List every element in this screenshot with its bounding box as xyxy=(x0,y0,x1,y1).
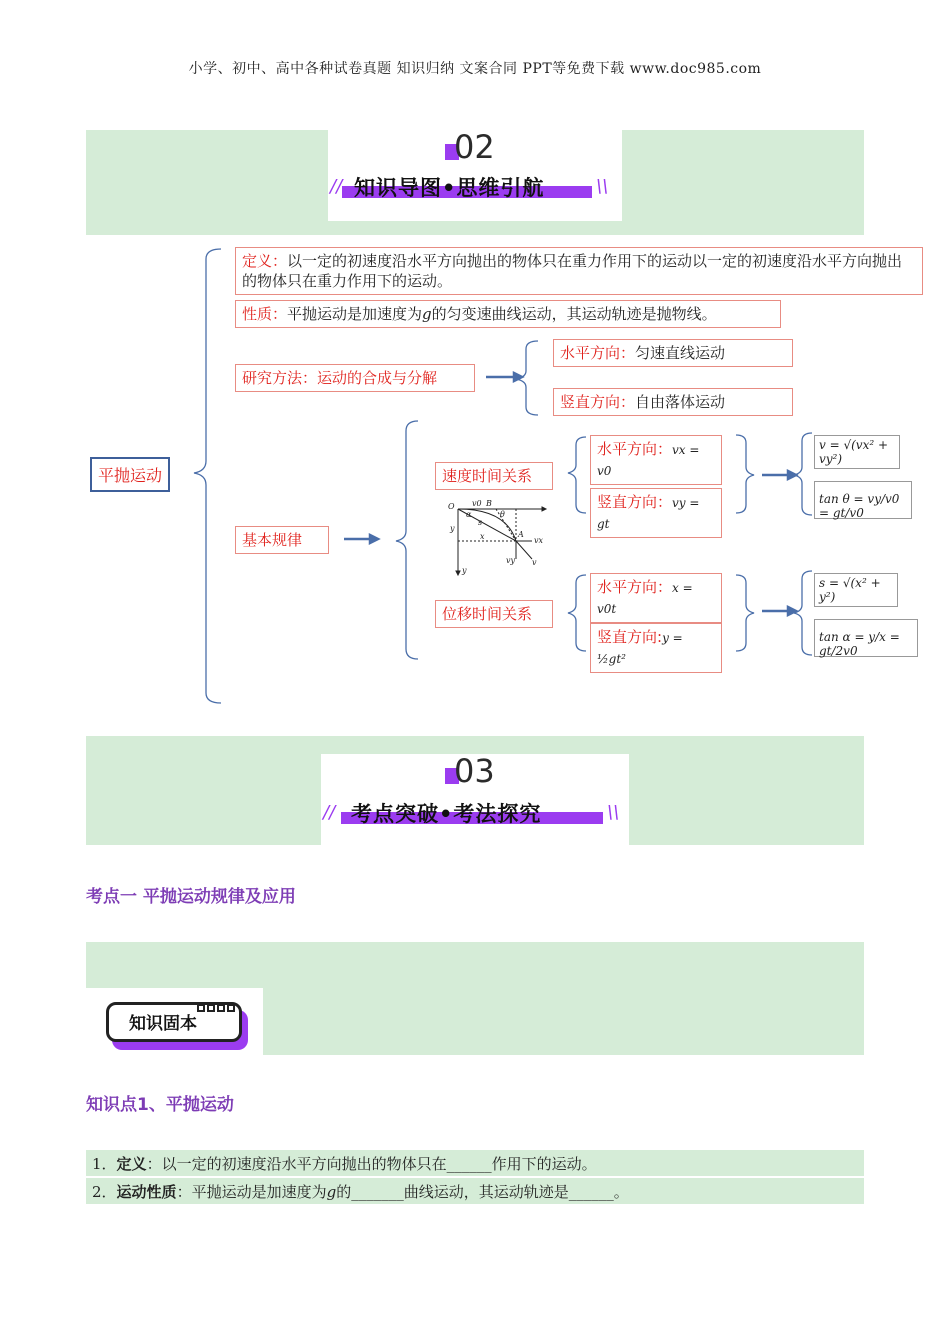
mind-map xyxy=(86,235,950,735)
displacement-v-label: 竖直方向: xyxy=(597,628,663,646)
displacement-v-node xyxy=(590,623,722,673)
diagram-v0: v0 xyxy=(472,499,482,508)
diagram-B: B xyxy=(486,499,492,508)
method-label: 研究方法： xyxy=(242,369,318,387)
diagram-v: v xyxy=(532,558,537,567)
diagram-y: y xyxy=(450,524,455,533)
fill-line-1 xyxy=(86,1150,864,1176)
section-03-title-card xyxy=(321,754,629,845)
diagram-A: A xyxy=(518,530,524,539)
property-g: g xyxy=(422,305,432,323)
method-h-text: 匀速直线运动 xyxy=(635,344,726,362)
page-header: 小学、初中、高中各种试卷真题 知识归纳 文案合同 PPT等免费下载 www.doc985.com xyxy=(188,61,762,77)
s-magnitude-formula: s = √(x² + y²) xyxy=(814,573,898,607)
diagram-y2: y xyxy=(462,566,467,575)
method-horizontal-node xyxy=(553,339,793,367)
method-v-text: 自由落体运动 xyxy=(635,393,726,411)
definition-text: 以一定的初速度沿水平方向抛出的物体只在重力作用下的运动以一定的初速度沿水平方向抛出的物体只在重力作用下的运动。 xyxy=(242,252,903,290)
diagram-vx: vx xyxy=(534,536,544,545)
tan-alpha-formula: tan α = y/x = gt/2v0 xyxy=(814,619,918,657)
right-slash-deco: \\ xyxy=(607,802,620,823)
displacement-h-node xyxy=(590,573,722,623)
line1-text: ：以一定的初速度沿水平方向抛出的物体只在______作用下的运动。 xyxy=(146,1155,597,1173)
method-v-label: 竖直方向： xyxy=(560,393,636,411)
right-slash-deco: \\ xyxy=(596,176,609,197)
left-slash-deco: // xyxy=(323,802,336,823)
line1-bold: 定义 xyxy=(116,1155,147,1173)
method-vertical-node xyxy=(553,388,793,416)
basic-law-label: 基本规律 xyxy=(242,531,303,549)
property-label: 性质： xyxy=(242,305,288,323)
v-magnitude-formula: v = √(vx² + vy²) xyxy=(814,435,900,469)
section-02-band xyxy=(86,130,864,235)
velocity-v-node xyxy=(590,488,722,538)
definition-label: 定义： xyxy=(242,252,288,270)
vx-formula: vx = v0 xyxy=(597,443,700,478)
diagram-s: s xyxy=(478,518,483,527)
line2-g: g xyxy=(326,1183,337,1201)
section-02-title: 知识导图•思维引航 xyxy=(354,176,545,200)
line2-text-b: 的_______曲线运动，其运动轨迹是______。 xyxy=(336,1183,629,1201)
velocity-relation-node xyxy=(435,462,553,490)
line2-text-a: ：平抛运动是加速度为 xyxy=(176,1183,327,1201)
basic-law-node xyxy=(235,526,329,554)
displacement-relation-node xyxy=(435,600,553,628)
x-formula: x = v0t xyxy=(597,581,693,616)
root-node: 平抛运动 xyxy=(90,457,170,492)
method-h-label: 水平方向： xyxy=(560,344,636,362)
velocity-h-label: 水平方向： xyxy=(597,440,673,458)
zhishidian-heading: 知识点1、平抛运动 xyxy=(86,1095,234,1115)
section-03-title: 考点突破•考法探究 xyxy=(351,802,542,826)
velocity-h-node xyxy=(590,435,722,485)
velocity-relation-label: 速度时间关系 xyxy=(442,467,533,485)
line2-bold: 运动性质 xyxy=(116,1183,177,1201)
property-text-b: 的匀变速曲线运动，其运动轨迹是抛物线。 xyxy=(431,305,717,323)
badge-label: 知识固本 xyxy=(129,1014,197,1034)
definition-node xyxy=(235,247,923,295)
left-slash-deco: // xyxy=(330,176,343,197)
property-text-a: 平抛运动是加速度为 xyxy=(287,305,423,323)
line1-num: 1． xyxy=(92,1155,117,1173)
badge xyxy=(106,1002,242,1042)
tan-theta-formula: tan θ = vy/v0 = gt/v0 xyxy=(814,481,912,519)
section-03-band xyxy=(86,736,864,845)
section-02-number: 02 xyxy=(454,128,495,166)
vy-formula: vy = gt xyxy=(597,496,700,531)
velocity-v-label: 竖直方向： xyxy=(597,493,673,511)
displacement-relation-label: 位移时间关系 xyxy=(442,605,533,623)
fill-line-2 xyxy=(86,1178,864,1204)
method-node xyxy=(235,364,475,392)
diagram-alpha: α xyxy=(466,510,472,519)
diagram-vy: vy xyxy=(506,556,516,565)
kaodian-heading: 考点一 平抛运动规律及应用 xyxy=(86,887,296,907)
diagram-O: O xyxy=(448,502,455,511)
displacement-h-label: 水平方向： xyxy=(597,578,673,596)
method-text: 运动的合成与分解 xyxy=(317,369,438,387)
line2-num: 2． xyxy=(92,1183,117,1201)
badge-wrap xyxy=(86,988,263,1055)
y-formula: y = ½gt² xyxy=(597,631,683,666)
diagram-theta: θ xyxy=(500,510,505,519)
section-03-number: 03 xyxy=(454,752,495,790)
section-02-title-card xyxy=(328,130,622,221)
trajectory-diagram xyxy=(446,497,556,577)
diagram-x: x xyxy=(480,532,485,541)
property-node xyxy=(235,300,781,328)
